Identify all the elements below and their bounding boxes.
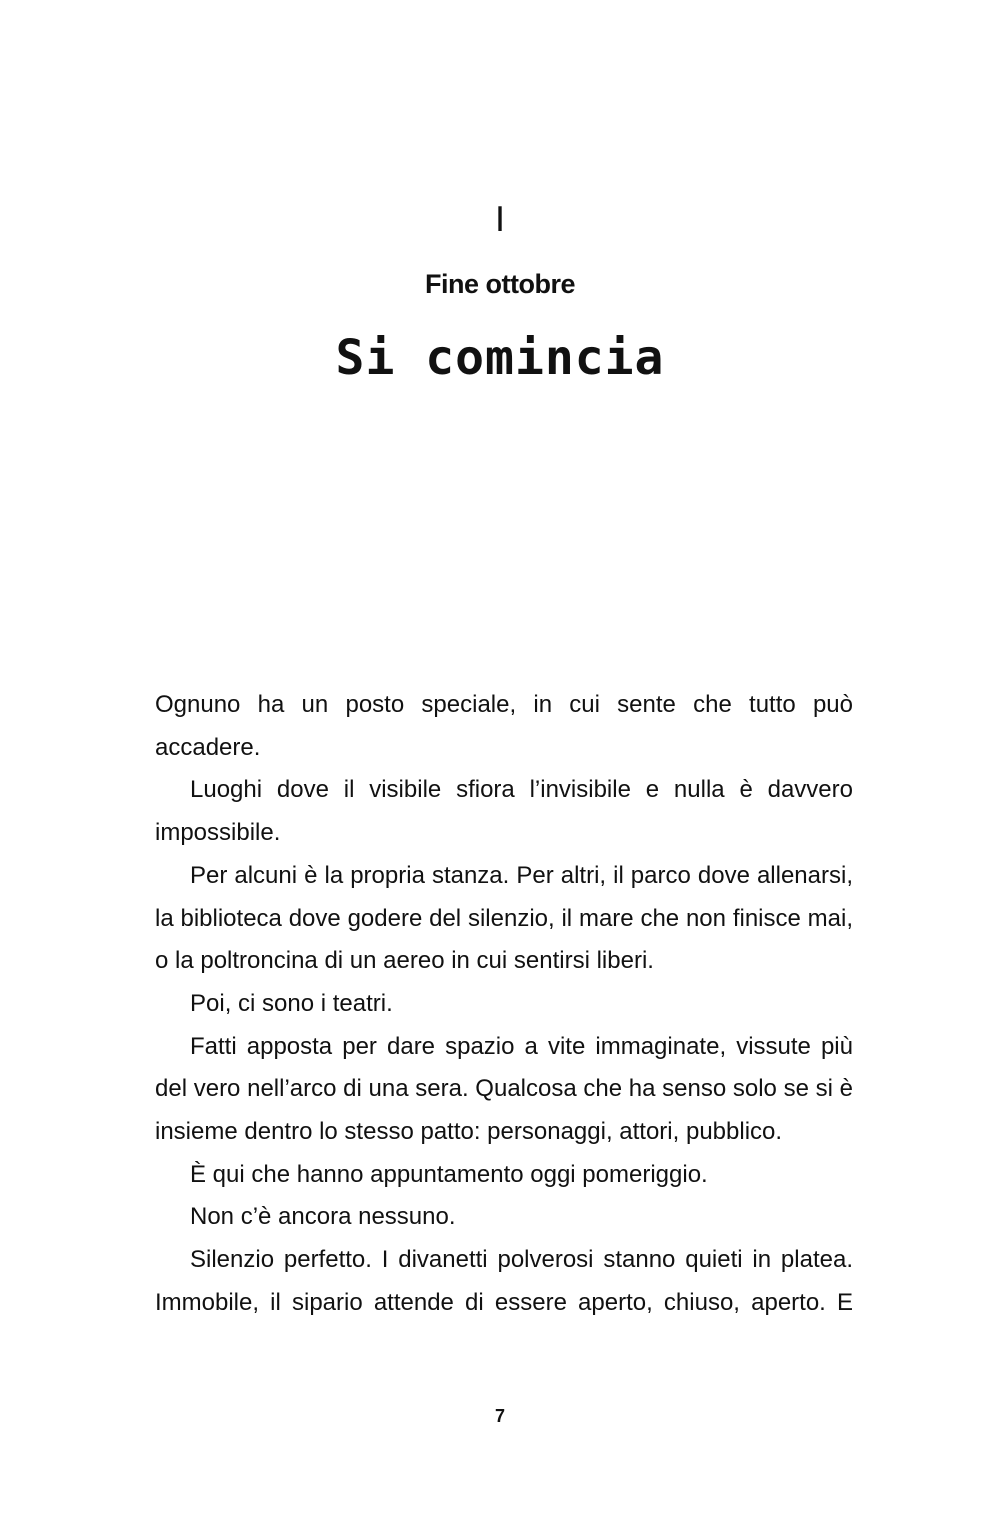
paragraph: Poi, ci sono i teatri. (190, 989, 393, 1017)
paragraph: Per alcuni è la propria stanza. Per altri, il parco dove allenarsi, la biblioteca dove godere del silenzio, il mare che non finisce mai, o la poltroncina di un aereo in cui sentirsi liberi. (155, 861, 853, 975)
body-text (155, 684, 853, 1325)
paragraph: Fatti apposta per dare spazio a vite immaginate, vissute più del vero nell’arco di una sera. Qualcosa che ha senso solo se si è insieme dentro lo stesso patto: personaggi, attori, pubblico. (155, 1032, 853, 1146)
chapter-date: Fine ottobre (425, 269, 575, 299)
chapter-number: I (494, 200, 506, 240)
paragraph: Silenzio perfetto. I divanetti polverosi stanno quieti in platea. Immobile, il sipario attende di essere aperto, chiuso, aperto. E (155, 1246, 853, 1316)
paragraph: Ognuno ha un posto speciale, in cui sente che tutto può accadere. (155, 691, 853, 761)
paragraph: Luoghi dove il visibile sfiora l’invisibile e nulla è davvero impossibile. (155, 776, 853, 847)
paragraph: Non c’è ancora nessuno. (190, 1203, 456, 1231)
chapter-title: Si comincia (335, 330, 665, 386)
page-number: 7 (494, 1406, 505, 1426)
paragraph: È qui che hanno appuntamento oggi pomeriggio. (190, 1160, 708, 1188)
